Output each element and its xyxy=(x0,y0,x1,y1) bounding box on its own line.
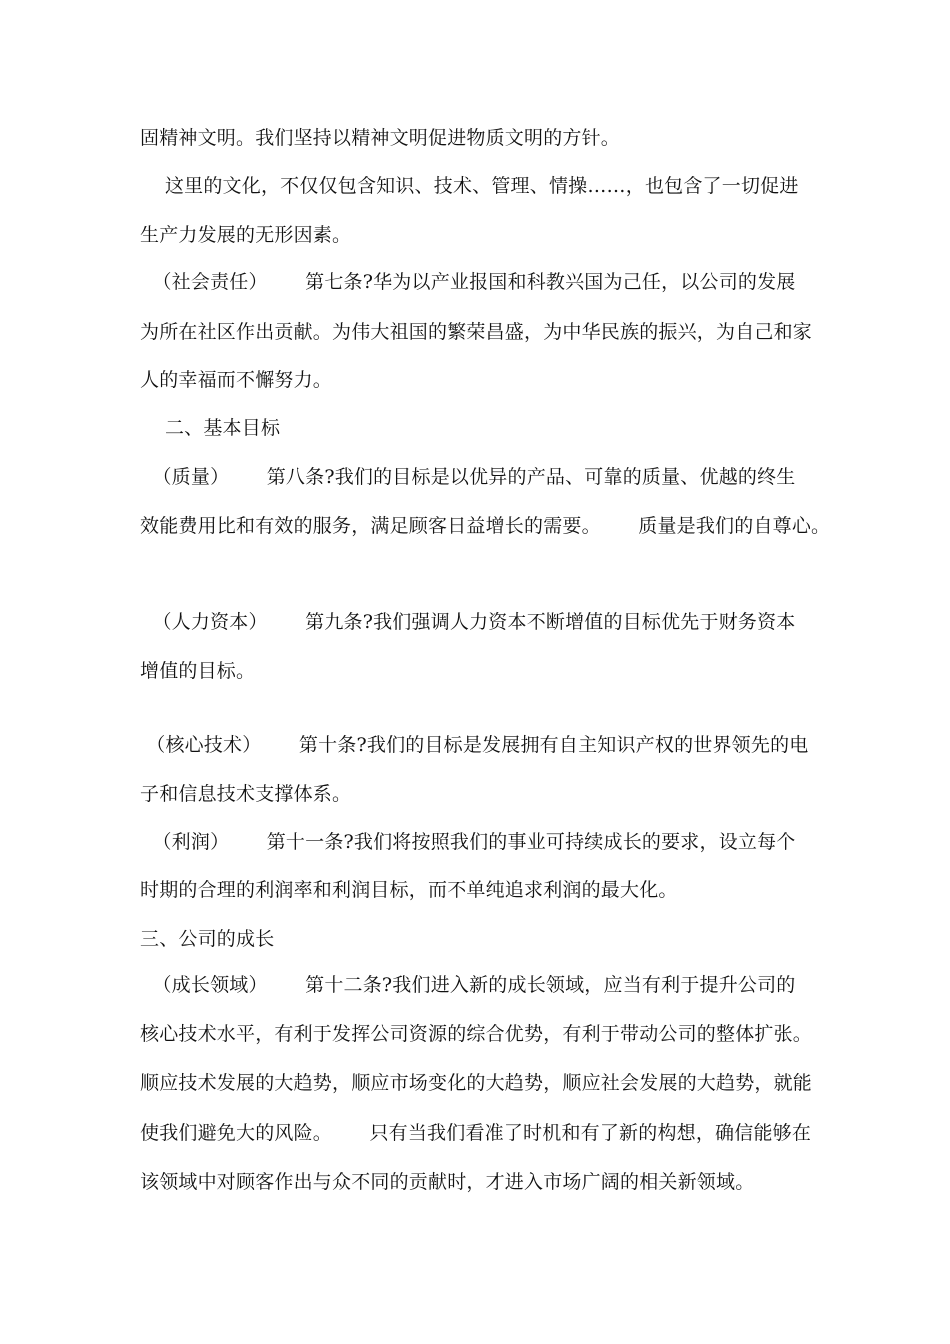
text-line: 生产力发展的无形因素。 xyxy=(140,224,352,246)
article-11-heading-line: （利润） 第十一条?我们将按照我们的事业可持续成长的要求，设立每个 xyxy=(140,831,796,853)
text-line: 使我们避免大的风险。 只有当我们看准了时机和有了新的构想，确信能够在 xyxy=(140,1122,812,1144)
text-line: 人的幸福而不懈努力。 xyxy=(140,369,333,391)
section-heading-company-growth: 三、公司的成长 xyxy=(140,928,275,950)
text-line: 这里的文化，不仅仅包含知识、技术、管理、情操……，也包含了一切促进 xyxy=(140,175,799,197)
article-9-heading-line: （人力资本） 第九条?我们强调人力资本不断增值的目标优先于财务资本 xyxy=(140,611,796,633)
text-line: 子和信息技术支撑体系。 xyxy=(140,783,352,805)
article-12-heading-line: （成长领域） 第十二条?我们进入新的成长领域，应当有利于提升公司的 xyxy=(140,974,796,996)
text-line: 时期的合理的利润率和利润目标，而不单纯追求利润的最大化。 xyxy=(140,879,678,901)
text-line: 固精神文明。我们坚持以精神文明促进物质文明的方针。 xyxy=(140,127,621,149)
article-8-heading-line: （质量） 第八条?我们的目标是以优异的产品、可靠的质量、优越的终生 xyxy=(140,466,796,488)
text-line: 顺应技术发展的大趋势，顺应市场变化的大趋势，顺应社会发展的大趋势，就能 xyxy=(140,1072,813,1094)
text-line: 效能费用比和有效的服务，满足顾客日益增长的需要。 质量是我们的自尊心。 xyxy=(140,515,831,537)
article-10-heading-line: （核心技术） 第十条?我们的目标是发展拥有自主知识产权的世界领先的电 xyxy=(140,734,809,756)
text-line: 该领域中对顾客作出与众不同的贡献时，才进入市场广阔的相关新领域。 xyxy=(140,1171,755,1193)
text-line: 增值的目标。 xyxy=(140,660,256,682)
article-7-heading-line: （社会责任） 第七条?华为以产业报国和科教兴国为己任，以公司的发展 xyxy=(140,271,796,293)
text-line: 为所在社区作出贡献。为伟大祖国的繁荣昌盛，为中华民族的振兴，为自己和家 xyxy=(140,321,813,343)
text-line: 核心技术水平，有利于发挥公司资源的综合优势，有利于带动公司的整体扩张。 xyxy=(140,1023,813,1045)
section-heading-basic-goals: 二、基本目标 xyxy=(140,417,281,439)
